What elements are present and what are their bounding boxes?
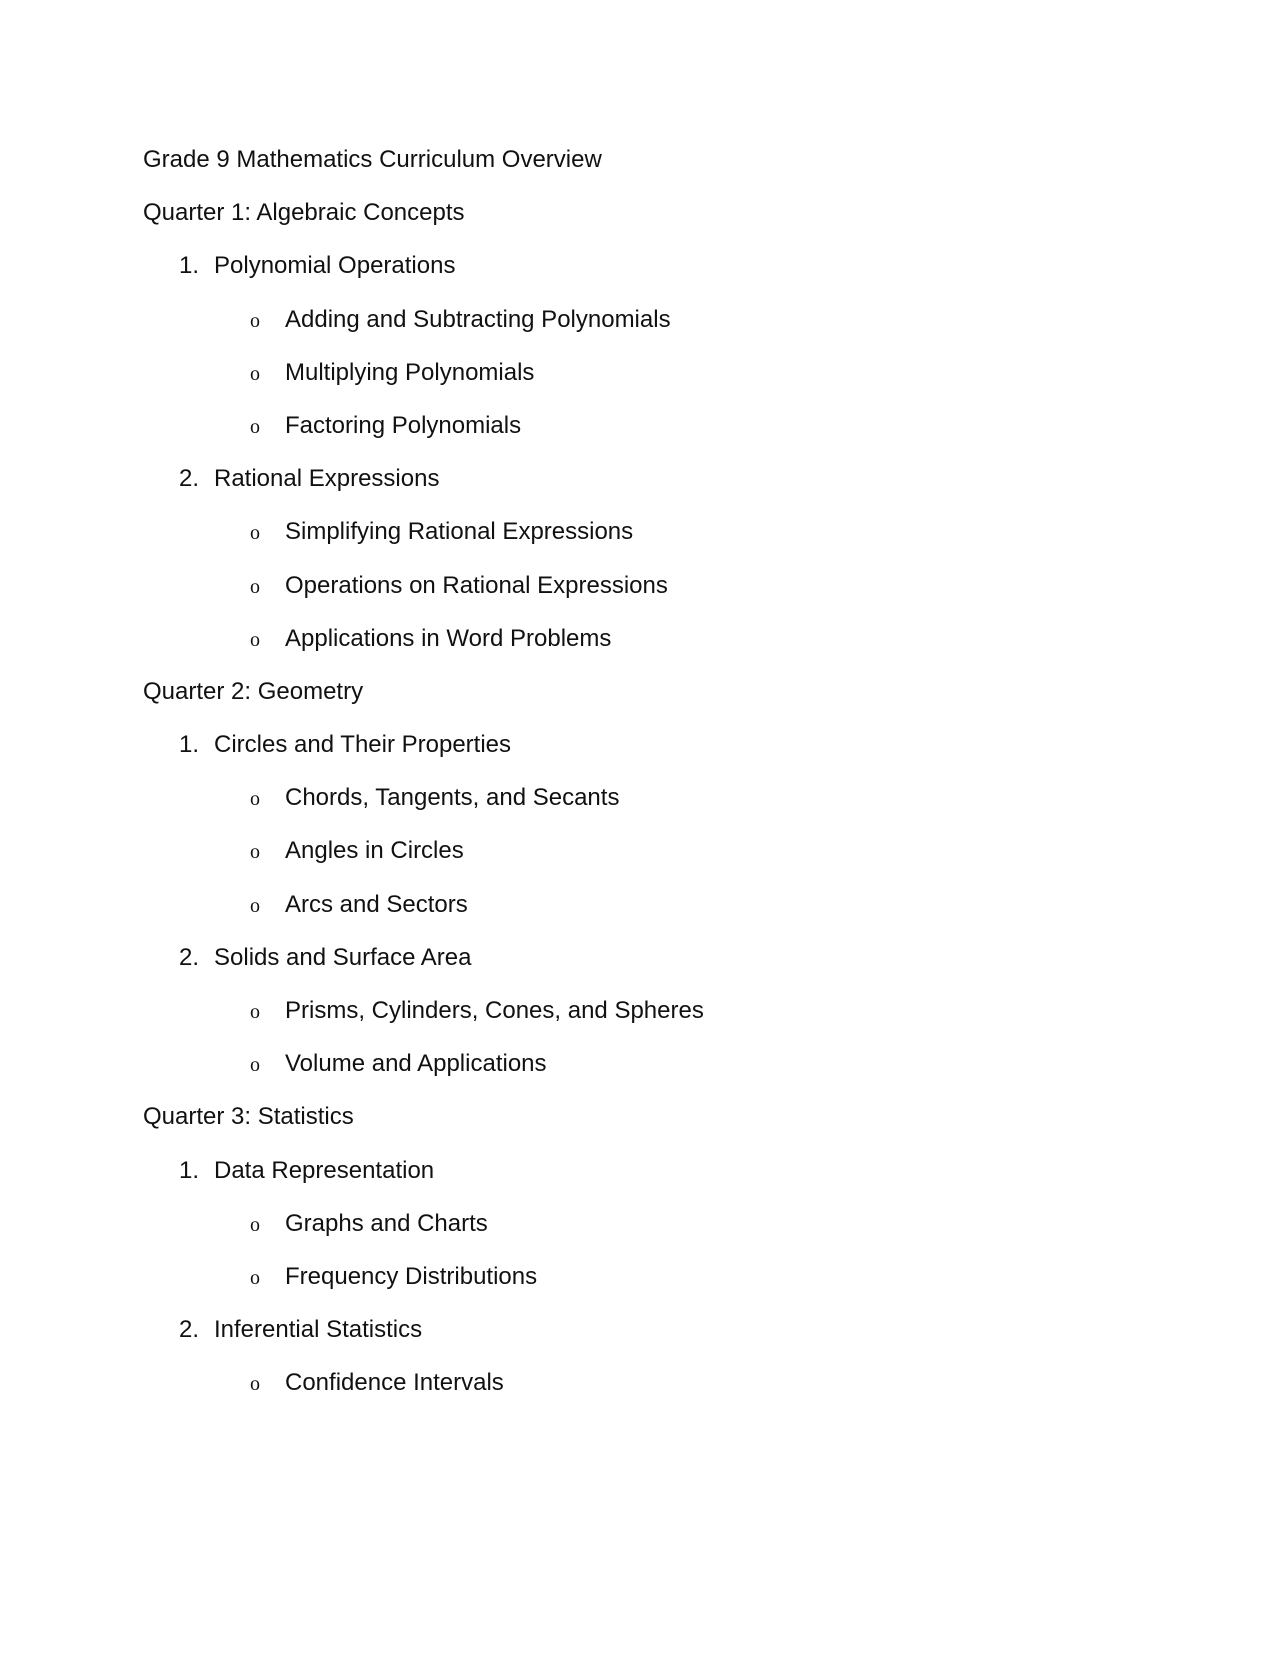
bullet-icon: o bbox=[250, 309, 260, 332]
bullet-icon: o bbox=[250, 788, 260, 811]
document-title: Grade 9 Mathematics Curriculum Overview bbox=[143, 146, 602, 173]
bullet-icon: o bbox=[250, 1054, 260, 1077]
bullet-list-item bbox=[143, 1197, 1280, 1250]
topic-label: Solids and Surface Area bbox=[214, 943, 472, 971]
bullet-list-item bbox=[143, 346, 1280, 399]
bullet-icon: o bbox=[250, 841, 260, 864]
bullet-list-item bbox=[143, 399, 1280, 452]
subtopic-label: Confidence Intervals bbox=[285, 1369, 504, 1397]
list-number: 2. bbox=[179, 465, 200, 493]
topic-label: Data Representation bbox=[214, 1156, 435, 1184]
subtopic-label: Operations on Rational Expressions bbox=[285, 571, 668, 599]
bullet-icon: o bbox=[250, 1213, 260, 1236]
bullet-list-item bbox=[143, 612, 1280, 665]
bullet-icon: o bbox=[250, 628, 260, 651]
subtopic-label: Angles in Circles bbox=[285, 837, 464, 865]
section-heading: Quarter 2: Geometry bbox=[143, 677, 364, 705]
subtopic-label: Chords, Tangents, and Secants bbox=[285, 784, 620, 812]
list-number: 2. bbox=[179, 943, 200, 971]
numbered-list-item bbox=[143, 1303, 1280, 1356]
bullet-icon: o bbox=[250, 1001, 260, 1023]
list-number: 1. bbox=[179, 731, 200, 759]
bullet-icon: o bbox=[250, 362, 260, 385]
bullet-icon: o bbox=[250, 575, 260, 598]
section-heading: Quarter 3: Statistics bbox=[143, 1103, 354, 1131]
bullet-list-item bbox=[143, 771, 1280, 824]
numbered-list-item bbox=[143, 931, 1280, 984]
bullet-list-item bbox=[143, 1356, 1280, 1409]
bullet-list-item bbox=[143, 1250, 1280, 1303]
topic-label: Polynomial Operations bbox=[214, 252, 456, 280]
subtopic-label: Simplifying Rational Expressions bbox=[285, 518, 634, 546]
subtopic-label: Multiplying Polynomials bbox=[285, 358, 535, 386]
numbered-list-item bbox=[143, 1144, 1280, 1197]
bullet-icon: o bbox=[250, 522, 260, 545]
bullet-icon: o bbox=[250, 1373, 260, 1396]
bullet-list-item bbox=[143, 824, 1280, 877]
numbered-list-item bbox=[143, 452, 1280, 505]
topic-label: Inferential Statistics bbox=[214, 1316, 423, 1344]
section-heading: Quarter 1: Algebraic Concepts bbox=[143, 199, 465, 227]
bullet-list-item bbox=[143, 984, 1280, 1037]
subtopic-label: Graphs and Charts bbox=[285, 1209, 488, 1237]
subtopic-label: Prisms, Cylinders, Cones, and Spheres bbox=[285, 997, 704, 1024]
numbered-list-item bbox=[143, 239, 1280, 292]
list-number: 1. bbox=[179, 1156, 200, 1184]
subtopic-label: Factoring Polynomials bbox=[285, 411, 522, 439]
bullet-icon: o bbox=[250, 1266, 260, 1289]
bullet-list-item bbox=[143, 878, 1280, 931]
topic-label: Circles and Their Properties bbox=[214, 731, 512, 759]
bullet-list-item bbox=[143, 1037, 1280, 1090]
bullet-icon: o bbox=[250, 415, 260, 438]
bullet-list-item bbox=[143, 293, 1280, 346]
numbered-list-item bbox=[143, 718, 1280, 771]
list-number: 2. bbox=[179, 1316, 200, 1344]
document-body bbox=[143, 133, 1280, 1410]
subtopic-label: Volume and Applications bbox=[285, 1050, 547, 1078]
bullet-icon: o bbox=[250, 894, 260, 917]
bullet-list-item bbox=[143, 559, 1280, 612]
subtopic-label: Adding and Subtracting Polynomials bbox=[285, 305, 671, 333]
topic-label: Rational Expressions bbox=[214, 465, 440, 493]
list-number: 1. bbox=[179, 252, 200, 280]
subtopic-label: Arcs and Sectors bbox=[285, 890, 468, 918]
subtopic-label: Frequency Distributions bbox=[285, 1262, 538, 1290]
bullet-list-item bbox=[143, 505, 1280, 558]
subtopic-label: Applications in Word Problems bbox=[285, 624, 612, 652]
